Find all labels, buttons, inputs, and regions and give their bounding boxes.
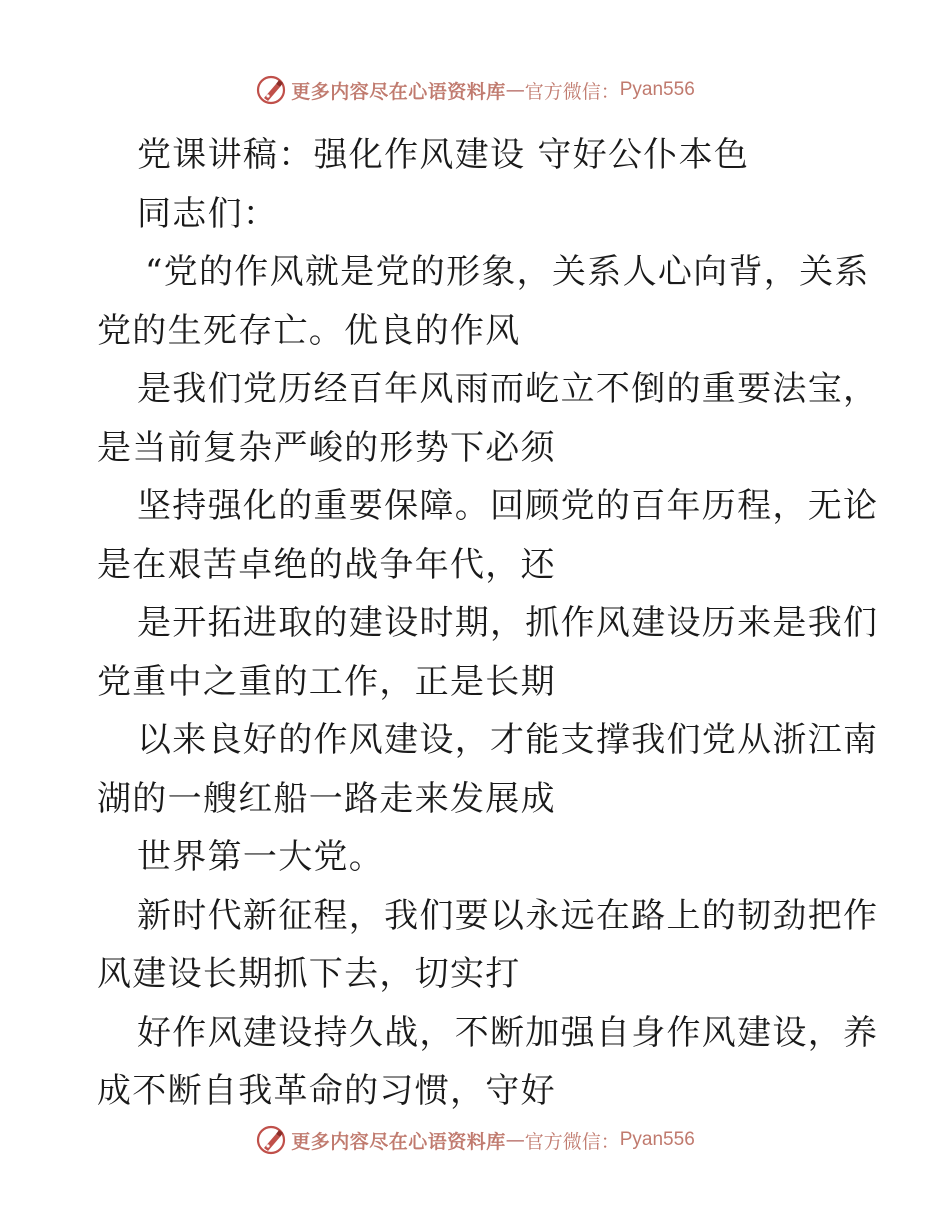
paragraph-line: 党的生死存亡。优良的作风 (97, 310, 521, 351)
watermark-wechat-id: Pyan556 (619, 79, 695, 100)
pen-nib-logo-icon (255, 1124, 287, 1156)
paragraph-line: 成不断自我革命的习惯，守好 (97, 1071, 556, 1111)
paragraph-line: 风建设长期抓下去，切实打 (97, 954, 521, 994)
watermark-separator: — (505, 79, 525, 101)
watermark-separator: — (505, 1129, 525, 1151)
paragraph-line: 党重中之重的工作，正是长期 (97, 661, 556, 702)
paragraph-line: 湖的一艘红船一路走来发展成 (97, 778, 556, 819)
paragraph-line: 好作风建设持久战，不断加强自身作风建设，养 (137, 1012, 879, 1053)
watermark-wechat-label: 官方微信： (524, 80, 620, 103)
paragraph-line: 是当前复杂严峻的形势下必须 (97, 427, 556, 468)
watermark-wechat-label: 官方微信： (524, 1130, 620, 1153)
document-title: 党课讲稿：强化作风建设 守好公仆本色 (137, 135, 750, 175)
paragraph-line: 新时代新征程，我们要以永远在路上的韧劲把作 (137, 895, 879, 936)
paragraph-line: 坚持强化的重要保障。回顾党的百年历程，无论 (137, 486, 879, 526)
salutation: 同志们： (137, 193, 279, 234)
paragraph-line: 以来良好的作风建设，才能支撑我们党从浙江南 (137, 720, 879, 760)
header-watermark (0, 72, 950, 108)
watermark-site-text: 更多内容尽在心语资料库 (291, 80, 506, 103)
paragraph-line: “党的作风就是党的形象，关系人心向背，关系 (145, 252, 870, 292)
pen-nib-logo-icon (255, 74, 287, 106)
paragraph-line: 是我们党历经百年风雨而屹立不倒的重要法宝， (137, 369, 879, 409)
footer-watermark (0, 1122, 950, 1158)
paragraph-line: 是开拓进取的建设时期，抓作风建设历来是我们 (137, 603, 879, 643)
paragraph-line: 世界第一大党。 (137, 837, 385, 877)
paragraph-line: 是在艰苦卓绝的战争年代，还 (97, 544, 556, 585)
watermark-wechat-id: Pyan556 (619, 1129, 695, 1150)
document-body (97, 126, 879, 1121)
watermark-site-text: 更多内容尽在心语资料库 (291, 1130, 506, 1153)
